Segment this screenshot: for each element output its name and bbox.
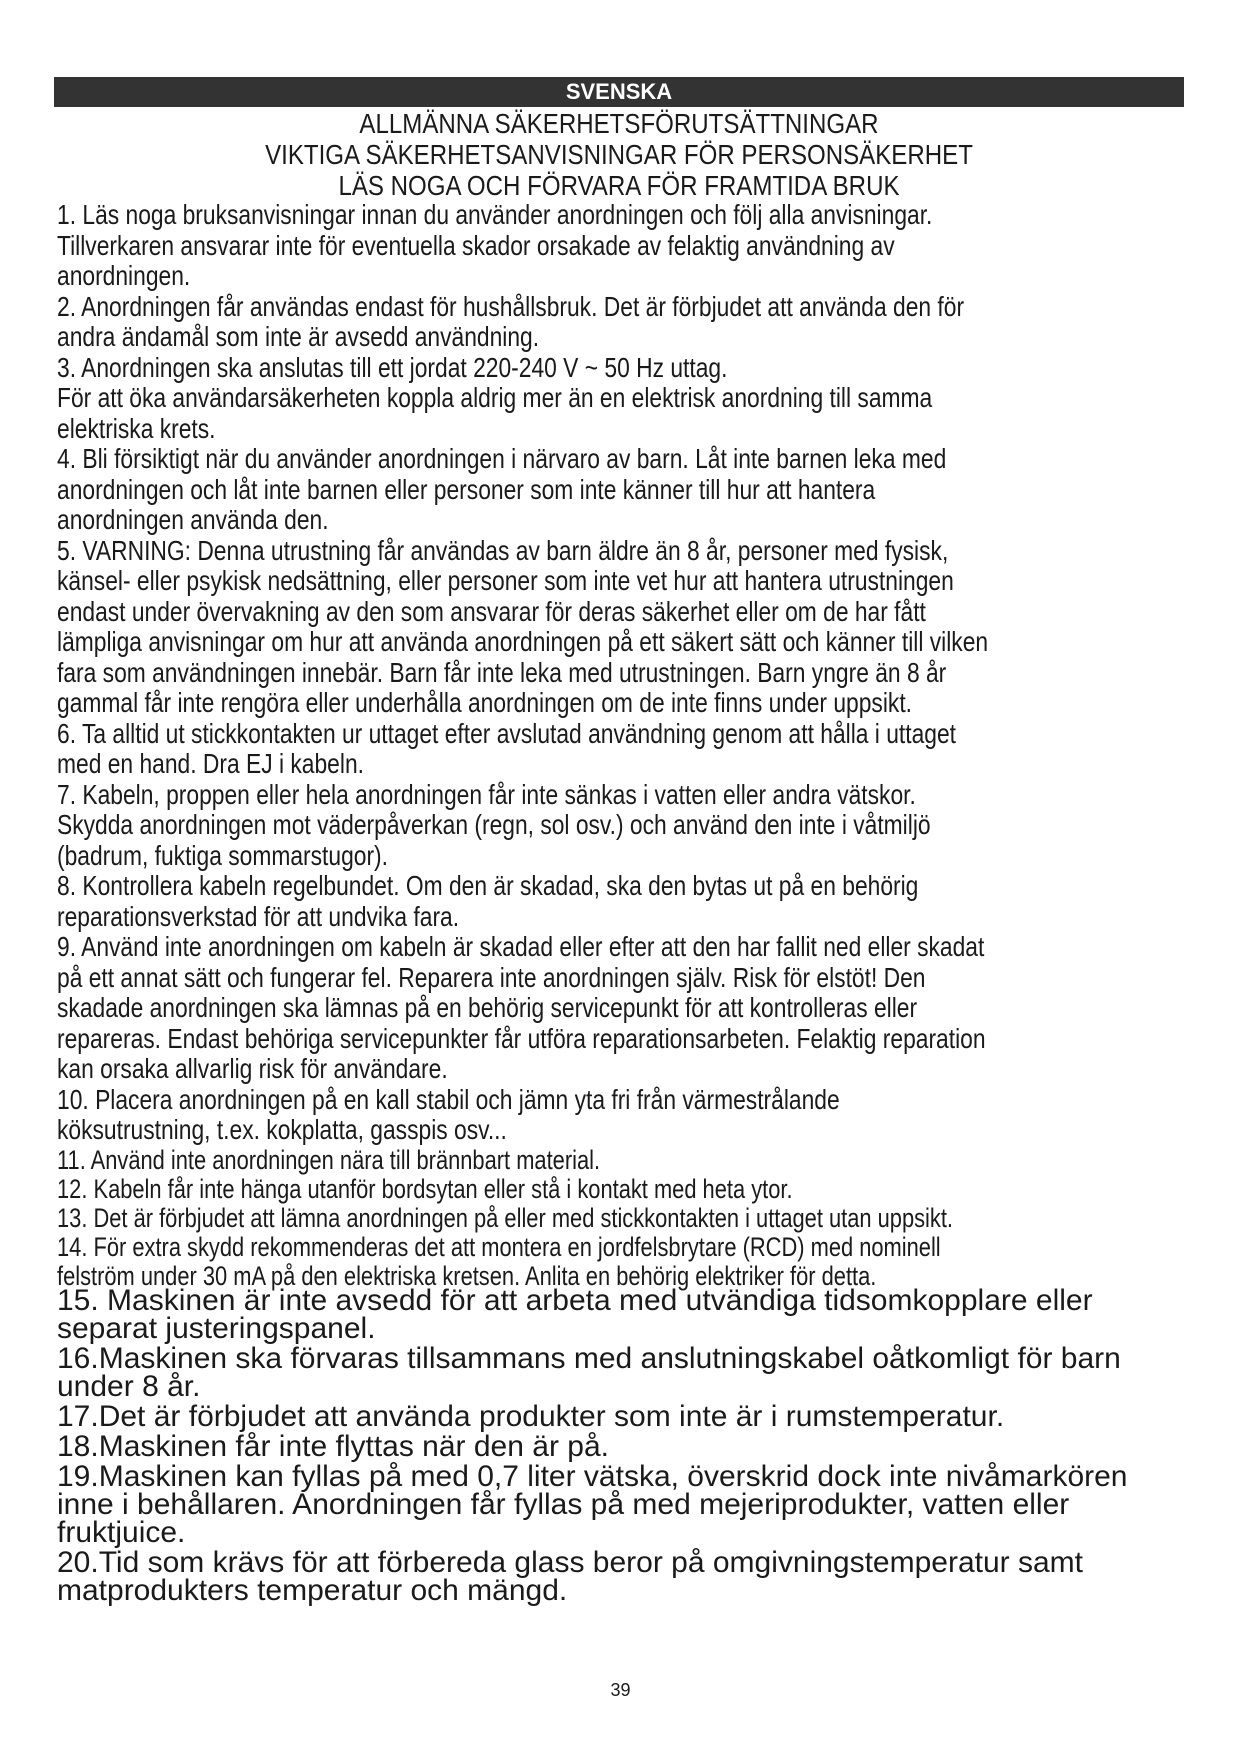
instruction-line: med en hand. Dra EJ i kabeln. xyxy=(57,748,364,779)
instruction-line: Tillverkaren ansvarar inte för eventuella skador orsakade av felaktig användning av xyxy=(57,229,895,261)
instruction-line: 3. Anordningen ska anslutas till ett jordat 220-240 V ~ 50 Hz uttag. xyxy=(57,351,728,383)
instruction-line: anordningen. xyxy=(57,260,191,291)
instruction-line: 8. Kontrollera kabeln regelbundet. Om den är skadad, ska den bytas ut på en behörig xyxy=(57,870,919,901)
instruction-line: 11. Använd inte anordningen nära till brännbart material. xyxy=(57,1144,601,1175)
instruction-line: känsel- eller psykisk nedsättning, eller personer som inte vet hur att hantera utrustningen xyxy=(57,565,954,596)
instruction-line: felström under 30 mA på den elektriska kretsen. Anlita en behörig elektriker för detta. xyxy=(57,1260,877,1291)
instruction-line: (badrum, fuktiga sommarstugor). xyxy=(57,839,389,871)
instruction-16: 16.Maskinen ska förvaras tillsammans med anslutningskabel oåtkomligt för barn under 8 år. xyxy=(57,1342,1121,1403)
instruction-line: skadade anordningen ska lämnas på en behörig servicepunkt för att kontrolleras eller xyxy=(57,992,918,1023)
heading-important-instructions: VIKTIGA SÄKERHETSANVISNINGAR FÖR PERSONSÄKERHET xyxy=(265,139,973,170)
instruction-line: 13. Det är förbjudet att lämna anordningen på eller med stickkontakten i uttaget utan uppsikt. xyxy=(57,1202,953,1233)
instruction-line: andra ändamål som inte är avsedd användning. xyxy=(57,321,540,352)
instruction-line: 6. Ta alltid ut stickkontakten ur uttaget efter avslutad användning genom att hålla i uttaget xyxy=(57,717,957,749)
instruction-line: lämpliga anvisningar om hur att använda anordningen på ett säkert sätt och känner till vilken xyxy=(57,626,989,657)
language-header-bar: SVENSKA xyxy=(54,77,1184,107)
instruction-20: 20.Tid som krävs för att förbereda glass beror på omgivningstemperatur samt matprodukters temperatur och mängd. xyxy=(57,1546,1084,1607)
instruction-line: 12. Kabeln får inte hänga utanför bordsytan eller stå i kontakt med heta ytor. xyxy=(57,1173,793,1204)
heading-general-safety: ALLMÄNNA SÄKERHETSFÖRUTSÄTTNINGAR xyxy=(359,108,879,139)
additional-instructions-list xyxy=(57,1284,1187,1607)
instruction-15: 15. Maskinen är inte avsedd för att arbeta med utvändiga tidsomkopplare eller separat justeringspanel. xyxy=(57,1284,1093,1345)
instruction-17: 17.Det är förbjudet att använda produkter som inte är i rumstemperatur. xyxy=(57,1400,1005,1433)
instruction-line: gammal får inte rengöra eller underhålla anordningen om de inte finns under uppsikt. xyxy=(57,687,913,718)
instruction-line: 5. VARNING: Denna utrustning får användas av barn äldre än 8 år, personer med fysisk, xyxy=(57,534,949,566)
instruction-line: 14. För extra skydd rekommenderas det att montera en jordfelsbrytare (RCD) med nominell xyxy=(57,1231,941,1262)
safety-instructions-list xyxy=(57,200,1187,1291)
instruction-line: köksutrustning, t.ex. kokplatta, gasspis osv... xyxy=(57,1114,507,1145)
instruction-line: kan orsaka allvarlig risk för användare. xyxy=(57,1053,448,1084)
instruction-line: För att öka användarsäkerheten koppla aldrig mer än en elektrisk anordning till samma xyxy=(57,382,933,413)
instruction-line: Skydda anordningen mot väderpåverkan (regn, sol osv.) och använd den inte i våtmiljö xyxy=(57,809,931,840)
section-headings xyxy=(54,108,1184,201)
instruction-18: 18.Maskinen får inte flyttas när den är på. xyxy=(57,1430,609,1463)
instruction-line: anordningen och låt inte barnen eller personer som inte känner till hur att hantera xyxy=(57,473,876,505)
instruction-line: 2. Anordningen får användas endast för hushållsbruk. Det är förbjudet att använda den för xyxy=(57,290,965,322)
instruction-19: 19.Maskinen kan fyllas på med 0,7 liter vätska, överskrid dock inte nivåmarkören inne i behållaren. Anordningen får fyllas på med mejeriprodukter, vatten eller fruktjuice. xyxy=(57,1460,1128,1549)
instruction-line: på ett annat sätt och fungerar fel. Reparera inte anordningen själv. Risk för elstöt! Den xyxy=(57,961,926,993)
instruction-line: endast under övervakning av den som ansvarar för deras säkerhet eller om de har fått xyxy=(57,595,926,627)
instruction-line: 1. Läs noga bruksanvisningar innan du använder anordningen och följ alla anvisningar. xyxy=(57,199,933,230)
instruction-line: 9. Använd inte anordningen om kabeln är skadad eller efter att den har fallit ned eller skadat xyxy=(57,931,985,962)
page-number: 39 xyxy=(610,1680,631,1700)
instruction-line: 10. Placera anordningen på en kall stabil och jämn yta fri från värmestrålande xyxy=(57,1083,840,1115)
instruction-line: anordningen använda den. xyxy=(57,504,329,535)
instruction-line: reparationsverkstad för att undvika fara. xyxy=(57,900,460,932)
instruction-line: repareras. Endast behöriga servicepunkter får utföra reparationsarbeten. Felaktig reparation xyxy=(57,1022,986,1054)
instruction-line: fara som användningen innebär. Barn får inte leka med utrustningen. Barn yngre än 8 år xyxy=(57,656,947,688)
instruction-line: elektriska krets. xyxy=(57,412,216,444)
instruction-line: 4. Bli försiktigt när du använder anordningen i närvaro av barn. Låt inte barnen leka med xyxy=(57,443,947,474)
instruction-line: 7. Kabeln, proppen eller hela anordningen får inte sänkas i vatten eller andra vätskor. xyxy=(57,778,916,810)
heading-read-carefully: LÄS NOGA OCH FÖRVARA FÖR FRAMTIDA BRUK xyxy=(338,170,900,201)
